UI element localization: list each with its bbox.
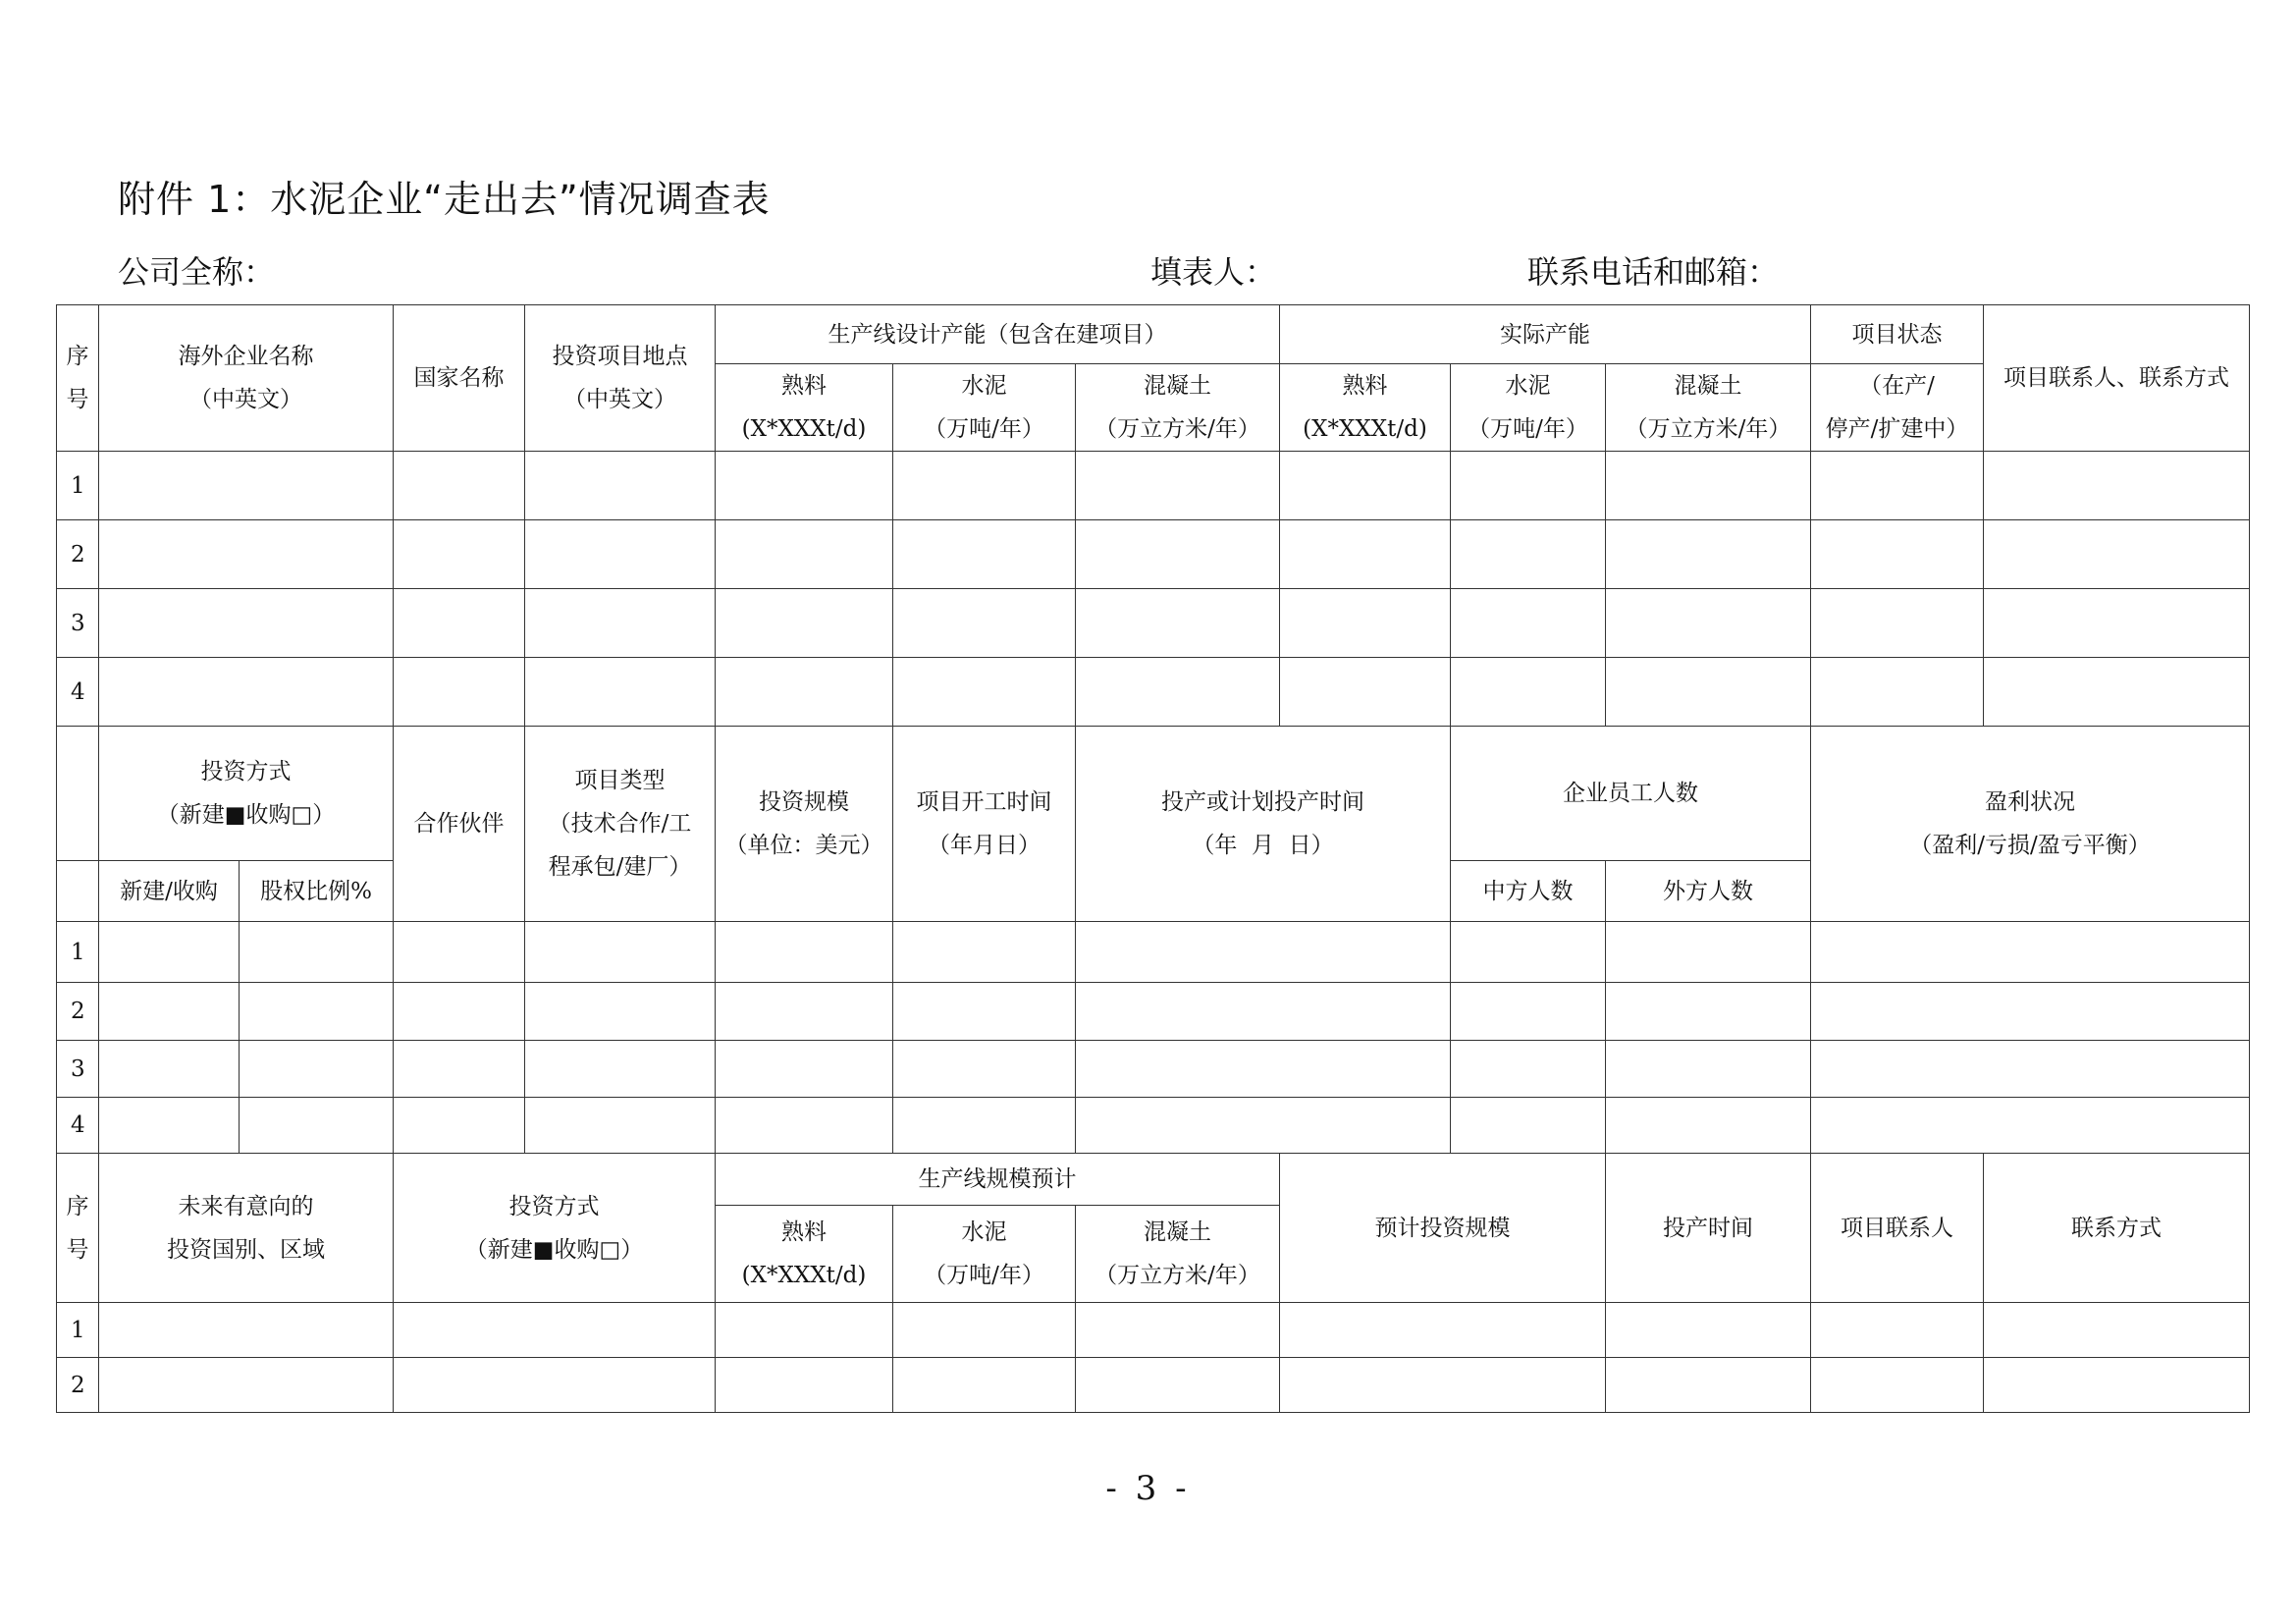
input-cell[interactable] bbox=[1984, 1303, 2250, 1358]
s1-contact-header: 项目联系人、联系方式 bbox=[1984, 305, 2250, 452]
s2-type-header: 项目类型 （技术合作/工 程承包/建厂） bbox=[525, 727, 716, 922]
input-cell[interactable] bbox=[716, 589, 893, 658]
table-row bbox=[57, 1041, 2250, 1098]
input-cell[interactable] bbox=[240, 922, 394, 983]
input-cell[interactable] bbox=[893, 589, 1076, 658]
input-cell[interactable] bbox=[99, 1358, 394, 1413]
input-cell[interactable] bbox=[525, 520, 716, 589]
row-number: 2 bbox=[57, 520, 99, 589]
input-cell[interactable] bbox=[1811, 589, 1984, 658]
s2-foreign-staff-header: 外方人数 bbox=[1606, 861, 1811, 922]
row-number: 4 bbox=[57, 1098, 99, 1154]
input-cell[interactable] bbox=[716, 1041, 893, 1098]
row-number: 3 bbox=[57, 1041, 99, 1098]
s2-seq-blank bbox=[57, 727, 99, 861]
s3-seq-header: 序 号 bbox=[57, 1154, 99, 1303]
table-row bbox=[57, 1303, 2250, 1358]
input-cell[interactable] bbox=[1606, 983, 1811, 1041]
s3-contact-way-header: 联系方式 bbox=[1984, 1154, 2250, 1303]
input-cell[interactable] bbox=[99, 1098, 240, 1154]
s1-status-detail: （在产/ 停产/扩建中） bbox=[1811, 364, 1984, 452]
input-cell[interactable] bbox=[1280, 589, 1451, 658]
s1-design-clinker: 熟料 (X*XXXt/d) bbox=[716, 364, 893, 452]
s2-profit-header: 盈利状况 （盈利/亏损/盈亏平衡） bbox=[1811, 727, 2250, 922]
input-cell[interactable] bbox=[394, 1303, 716, 1358]
input-cell[interactable] bbox=[1451, 589, 1606, 658]
s3-prod-time-header: 投产时间 bbox=[1606, 1154, 1811, 1303]
s1-actual-cement: 水泥 （万吨/年） bbox=[1451, 364, 1606, 452]
input-cell[interactable] bbox=[716, 452, 893, 520]
input-cell[interactable] bbox=[99, 589, 394, 658]
s3-concrete: 混凝土 （万立方米/年） bbox=[1076, 1206, 1280, 1303]
s3-clinker: 熟料 (X*XXXt/d) bbox=[716, 1206, 893, 1303]
input-cell[interactable] bbox=[1606, 922, 1811, 983]
s1-name-header: 海外企业名称 （中英文） bbox=[99, 305, 394, 452]
input-cell[interactable] bbox=[1076, 1041, 1451, 1098]
s1-actual-clinker: 熟料 (X*XXXt/d) bbox=[1280, 364, 1451, 452]
input-cell[interactable] bbox=[1076, 1098, 1451, 1154]
input-cell[interactable] bbox=[1984, 520, 2250, 589]
s1-design-cement: 水泥 （万吨/年） bbox=[893, 364, 1076, 452]
input-cell[interactable] bbox=[394, 1358, 716, 1413]
s2-equity-header: 股权比例% bbox=[240, 861, 394, 922]
input-cell[interactable] bbox=[1076, 452, 1280, 520]
input-cell[interactable] bbox=[1076, 1303, 1280, 1358]
input-cell[interactable] bbox=[893, 983, 1076, 1041]
input-cell[interactable] bbox=[893, 658, 1076, 727]
input-cell[interactable] bbox=[716, 983, 893, 1041]
s3-invest-header: 预计投资规模 bbox=[1280, 1154, 1606, 1303]
input-cell[interactable] bbox=[893, 1041, 1076, 1098]
input-cell[interactable] bbox=[99, 452, 394, 520]
input-cell[interactable] bbox=[525, 1098, 716, 1154]
row-number: 3 bbox=[57, 589, 99, 658]
s2-staff-header: 企业员工人数 bbox=[1451, 727, 1811, 861]
input-cell[interactable] bbox=[1076, 589, 1280, 658]
s2-cn-staff-header: 中方人数 bbox=[1451, 861, 1606, 922]
input-cell[interactable] bbox=[1606, 1041, 1811, 1098]
document-title: 附件 1：水泥企业“走出去”情况调查表 bbox=[118, 178, 771, 221]
input-cell[interactable] bbox=[893, 1098, 1076, 1154]
input-cell[interactable] bbox=[1984, 589, 2250, 658]
s1-actual-capacity-header: 实际产能 bbox=[1280, 305, 1811, 364]
input-cell[interactable] bbox=[1984, 658, 2250, 727]
input-cell[interactable] bbox=[1076, 1358, 1280, 1413]
input-cell[interactable] bbox=[240, 1098, 394, 1154]
input-cell[interactable] bbox=[1280, 520, 1451, 589]
table-row bbox=[57, 452, 2250, 520]
input-cell[interactable] bbox=[1606, 658, 1811, 727]
s2-scale-header: 投资规模 （单位：美元） bbox=[716, 727, 893, 922]
input-cell[interactable] bbox=[525, 983, 716, 1041]
s1-country-header: 国家名称 bbox=[394, 305, 525, 452]
input-cell[interactable] bbox=[1280, 658, 1451, 727]
input-cell[interactable] bbox=[1984, 1358, 2250, 1413]
s1-location-header: 投资项目地点 （中英文） bbox=[525, 305, 716, 452]
input-cell[interactable] bbox=[1811, 1041, 2250, 1098]
input-cell[interactable] bbox=[1606, 1098, 1811, 1154]
input-cell[interactable] bbox=[893, 922, 1076, 983]
table-row bbox=[57, 983, 2250, 1041]
s2-method-header: 投资方式 （新建■收购□） bbox=[99, 727, 394, 861]
row-number: 2 bbox=[57, 983, 99, 1041]
contact-label: 联系电话和邮箱： bbox=[1527, 253, 1780, 291]
s3-method-header: 投资方式 （新建■收购□） bbox=[394, 1154, 716, 1303]
input-cell[interactable] bbox=[1606, 589, 1811, 658]
input-cell[interactable] bbox=[1451, 1041, 1606, 1098]
input-cell[interactable] bbox=[1451, 520, 1606, 589]
input-cell[interactable] bbox=[1451, 658, 1606, 727]
input-cell[interactable] bbox=[394, 658, 525, 727]
input-cell[interactable] bbox=[394, 983, 525, 1041]
input-cell[interactable] bbox=[1451, 452, 1606, 520]
input-cell[interactable] bbox=[1076, 520, 1280, 589]
input-cell[interactable] bbox=[525, 1041, 716, 1098]
input-cell[interactable] bbox=[893, 520, 1076, 589]
input-cell[interactable] bbox=[1606, 520, 1811, 589]
input-cell[interactable] bbox=[1606, 1303, 1811, 1358]
input-cell[interactable] bbox=[1811, 983, 2250, 1041]
input-cell[interactable] bbox=[1280, 1303, 1606, 1358]
row-number: 1 bbox=[57, 452, 99, 520]
input-cell[interactable] bbox=[1606, 1358, 1811, 1413]
input-cell[interactable] bbox=[1811, 922, 2250, 983]
table-row bbox=[57, 658, 2250, 727]
row-number: 1 bbox=[57, 1303, 99, 1358]
input-cell[interactable] bbox=[1280, 452, 1451, 520]
row-number: 1 bbox=[57, 922, 99, 983]
table-row bbox=[57, 589, 2250, 658]
input-cell[interactable] bbox=[240, 983, 394, 1041]
input-cell[interactable] bbox=[716, 520, 893, 589]
input-cell[interactable] bbox=[1451, 1098, 1606, 1154]
s2-production-header: 投产或计划投产时间 （年 月 日） bbox=[1076, 727, 1451, 922]
input-cell[interactable] bbox=[99, 658, 394, 727]
s1-design-capacity-header: 生产线设计产能（包含在建项目） bbox=[716, 305, 1280, 364]
s3-contact-person-header: 项目联系人 bbox=[1811, 1154, 1984, 1303]
input-cell[interactable] bbox=[1076, 922, 1451, 983]
s1-actual-concrete: 混凝土 （万立方米/年） bbox=[1606, 364, 1811, 452]
input-cell[interactable] bbox=[99, 520, 394, 589]
input-cell[interactable] bbox=[893, 1303, 1076, 1358]
input-cell[interactable] bbox=[1076, 983, 1451, 1041]
input-cell[interactable] bbox=[240, 1041, 394, 1098]
input-cell[interactable] bbox=[99, 922, 240, 983]
s2-partner-header: 合作伙伴 bbox=[394, 727, 525, 922]
s3-future-header: 未来有意向的 投资国别、区域 bbox=[99, 1154, 394, 1303]
input-cell[interactable] bbox=[716, 1303, 893, 1358]
input-cell[interactable] bbox=[99, 983, 240, 1041]
input-cell[interactable] bbox=[716, 1358, 893, 1413]
input-cell[interactable] bbox=[394, 589, 525, 658]
s2-seq-blank-2 bbox=[57, 861, 99, 922]
input-cell[interactable] bbox=[1811, 1303, 1984, 1358]
input-cell[interactable] bbox=[99, 1041, 240, 1098]
input-cell[interactable] bbox=[1984, 452, 2250, 520]
input-cell[interactable] bbox=[1280, 1358, 1606, 1413]
input-cell[interactable] bbox=[716, 922, 893, 983]
input-cell[interactable] bbox=[394, 452, 525, 520]
input-cell[interactable] bbox=[893, 452, 1076, 520]
input-cell[interactable] bbox=[1606, 452, 1811, 520]
s2-new-buy-header: 新建/收购 bbox=[99, 861, 240, 922]
input-cell[interactable] bbox=[394, 1041, 525, 1098]
input-cell[interactable] bbox=[1811, 1358, 1984, 1413]
input-cell[interactable] bbox=[716, 658, 893, 727]
table-row bbox=[57, 1098, 2250, 1154]
input-cell[interactable] bbox=[893, 1358, 1076, 1413]
input-cell[interactable] bbox=[1811, 658, 1984, 727]
input-cell[interactable] bbox=[1451, 983, 1606, 1041]
input-cell[interactable] bbox=[394, 520, 525, 589]
page-number: - 3 - bbox=[1105, 1469, 1191, 1508]
table-row bbox=[57, 1358, 2250, 1413]
input-cell[interactable] bbox=[394, 1098, 525, 1154]
input-cell[interactable] bbox=[1451, 922, 1606, 983]
input-cell[interactable] bbox=[99, 1303, 394, 1358]
input-cell[interactable] bbox=[525, 452, 716, 520]
s1-design-concrete: 混凝土 （万立方米/年） bbox=[1076, 364, 1280, 452]
s3-cement: 水泥 （万吨/年） bbox=[893, 1206, 1076, 1303]
s1-status-header: 项目状态 bbox=[1811, 305, 1984, 364]
table-row bbox=[57, 922, 2250, 983]
table-row bbox=[57, 520, 2250, 589]
s2-start-header: 项目开工时间 （年月日） bbox=[893, 727, 1076, 922]
input-cell[interactable] bbox=[1811, 520, 1984, 589]
input-cell[interactable] bbox=[1076, 658, 1280, 727]
input-cell[interactable] bbox=[1811, 452, 1984, 520]
input-cell[interactable] bbox=[525, 589, 716, 658]
row-number: 2 bbox=[57, 1358, 99, 1413]
s1-seq-header: 序 号 bbox=[57, 305, 99, 452]
input-cell[interactable] bbox=[525, 922, 716, 983]
s3-forecast-header: 生产线规模预计 bbox=[716, 1154, 1280, 1206]
company-name-label: 公司全称： bbox=[118, 253, 276, 291]
filler-label: 填表人： bbox=[1150, 253, 1277, 291]
input-cell[interactable] bbox=[716, 1098, 893, 1154]
survey-table bbox=[56, 304, 2250, 1413]
input-cell[interactable] bbox=[1811, 1098, 2250, 1154]
input-cell[interactable] bbox=[525, 658, 716, 727]
input-cell[interactable] bbox=[394, 922, 525, 983]
row-number: 4 bbox=[57, 658, 99, 727]
